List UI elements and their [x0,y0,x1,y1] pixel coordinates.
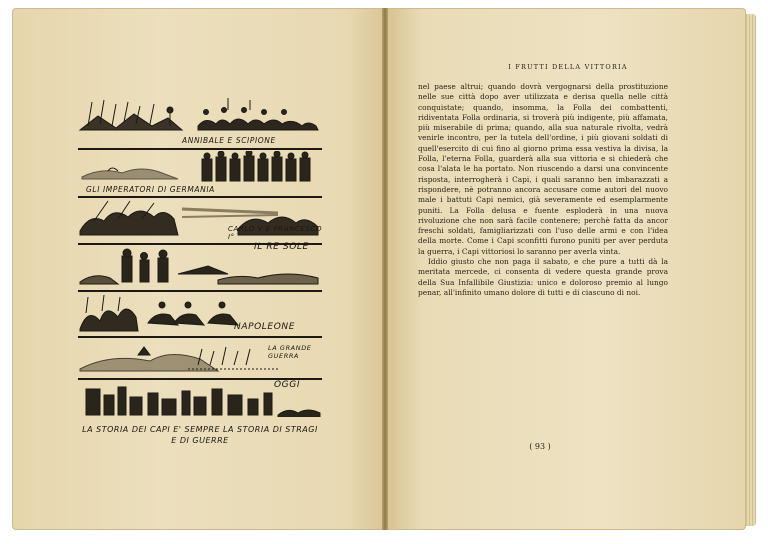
band-annibale-scipione [78,96,322,138]
running-head: I FRUTTI DELLA VITTORIA [508,63,628,71]
caption-napoleone: NAPOLEONE [234,322,296,332]
paragraph: nel paese altrui; quando dovrà vergognarsi della prostituzione nelle sue città dopo aver utilizzata e derisa quella nelle città conquistate; quando, insomma, la Folla dei combattenti, ridiventata Folla ordinaria, si troverà più indigente, più affamata, più miserabile di prima; quando, alla sua naturale rivolta, vedrà venirle incontro, per la tutela dell'ordine, i più giovani soldati di quell'esercito di cui fino al giorno prima essa vestiva la divisa, la Folla, l'eterna Folla, guarderà alla sua vittoria e si chiederà che cosa l'alata le ha portato. Non riuscendo a darsi una convincente risposta, interrogherà i Capi, i quali saranno ben imbarazzati a rispondere, nè potranno ancora accusare come autori del nuovo male i battuti Capi nemici, già severamente ed esemplarmente puniti. La Folla delusa e fuente esploderà in una nuova rivoluzione che non sarà facile contenere; perchè fatta da ancor freschi soldati, famigliarizzati con l'uso delle armi e con l'idea della morte. Come i Capi sconfitti furono puniti per aver perduta la guerra, i Capi vittoriosi lo saranno per averla vinta. [418,82,668,256]
body-text [418,82,668,298]
caption-carlo-francesco: CARLO V E FRANCESCO I° [228,225,323,241]
battle-scene-drawing [78,96,322,138]
book-gutter [382,8,388,530]
band-divider [78,148,322,150]
band-divider [78,336,322,338]
sun-king-drawing [78,246,322,288]
band-divider [78,196,322,198]
history-illustration [78,96,322,446]
caption-annibale-scipione: ANNIBALE E SCIPIONE [182,136,276,145]
caption-re-sole: IL RE SOLE [254,242,309,252]
page-edges [746,14,756,526]
band-divider [78,290,322,292]
caption-oggi: OGGI [274,380,301,390]
paragraph: Iddio giusto che non paga il sabato, e che pure a tutti dà la meritata mercede, ci consenta di vedere questa grande prova della Sua Infallibile Giustizia: unico e doloroso premio al lungo penar, all'infinito umano dolore di tutti e di ciascuno di noi. [418,257,668,297]
page-number: ( 93 ) [529,442,551,451]
caption-grande-guerra: LA GRANDE GUERRA [268,344,312,360]
footer-caption-line1: LA STORIA DEI CAPI E' SEMPRE LA STORIA DI STRAGI [82,425,318,434]
caption-imperatori: GLI IMPERATORI DI GERMANIA [86,185,215,194]
illustration-footer-caption [78,424,322,446]
band-re-sole [78,246,322,288]
footer-caption-line2: E DI GUERRE [171,436,229,445]
